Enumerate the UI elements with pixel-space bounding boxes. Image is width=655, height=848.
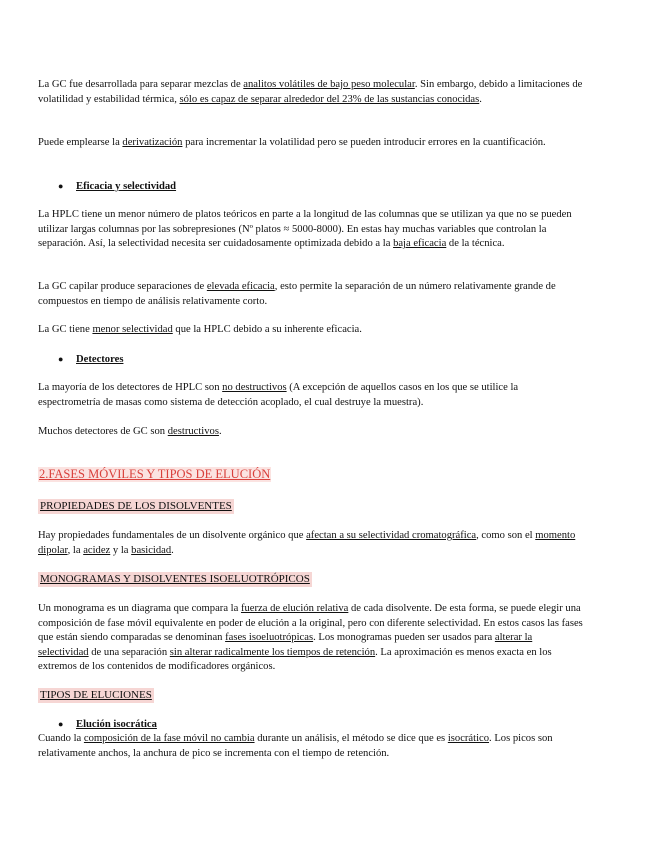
paragraph-gc-detectors: Muchos detectores de GC son destructivos. (38, 426, 222, 437)
paragraph-gc-intro: La GC fue desarrollada para separar mezclas de analitos volátiles de bajo peso molecular. Sin embargo, debido a limitaciones de volatilidad y estabilidad térmica, sólo es capaz de separar alrededor del 23% de las sustancias conocidas. (38, 79, 583, 105)
paragraph-isocratic: Cuando la composición de la fase móvil no cambia durante un análisis, el método se dice que es isocrático. Los picos son relativamente anchos, la anchura de pico se incrementa con el tiempo de retención. (38, 733, 553, 759)
subheading-solvent-properties: PROPIEDADES DE LOS DISOLVENTES (40, 500, 232, 512)
bullet-icon: ● (58, 719, 64, 729)
subheading-monograms: MONOGRAMAS Y DISOLVENTES ISOELUOTRÓPICOS (40, 573, 310, 585)
bullet-heading-efficiency: ● Eficacia y selectividad (58, 181, 177, 192)
bullet-icon: ● (58, 181, 64, 191)
paragraph-monograms: Un monograma es un diagrama que compara la fuerza de elución relativa de cada disolvente. De esta forma, se puede elegir una composición de fase móvil equivalente en poder de elución a la original, pero con diferente selectividad. En estos casos las fases que están siendo comparadas se denominan fases isoeluotrópicas. Los monogramas pueden ser usados para alterar la selectividad de una separación sin alterar radicalmente los tiempos de retención. La aproximación es menos exacta en los extremos de los contenidos de modificadores orgánicos. (38, 603, 583, 673)
paragraph-hplc-plates: La HPLC tiene un menor número de platos teóricos en parte a la longitud de las columnas que se utilizan ya que no se pueden utilizar largas columnas por las sobrepresiones (Nº platos ≈ 5000-8000). En estas hay muchas variables que controlan la separación. Así, la selectividad necesita ser cuidadosamente optimizada debido a la baja eficacia de la técnica. (38, 209, 572, 250)
bullet-icon: ● (58, 354, 64, 364)
subheading-elution-types: TIPOS DE ELUCIONES (40, 689, 152, 701)
bullet-heading-detectors: ● Detectores (58, 354, 124, 365)
paragraph-derivatization: Puede emplearse la derivatización para incrementar la volatilidad pero se pueden introducir errores en la cuantificación. (38, 137, 546, 148)
paragraph-gc-capillary: La GC capilar produce separaciones de elevada eficacia, esto permite la separación de un número relativamente grande de compuestos en tiempo de análisis relativamente corto. (38, 281, 556, 307)
paragraph-solvent-properties: Hay propiedades fundamentales de un disolvente orgánico que afectan a su selectividad cromatográfica, como son el momento dipolar, la acidez y la basicidad. (38, 530, 576, 556)
paragraph-gc-selectivity: La GC tiene menor selectividad que la HPLC debido a su inherente eficacia. (38, 324, 362, 335)
bullet-heading-isocratic: ● Elución isocrática (58, 719, 157, 730)
section-heading-mobile-phases: 2.FASES MÓVILES Y TIPOS DE ELUCIÓN (39, 467, 271, 481)
paragraph-hplc-detectors: La mayoría de los detectores de HPLC son no destructivos (A excepción de aquellos casos en los que se utilice la espectrometría de masas como sistema de detección acoplado, el cual destruye la muestra). (38, 382, 519, 408)
